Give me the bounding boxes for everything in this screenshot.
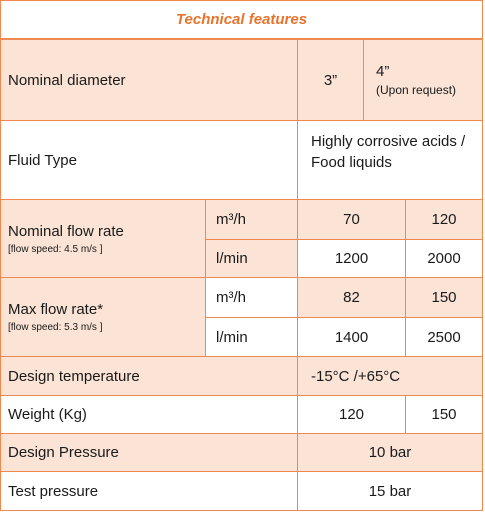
nominal-flow-unit-m3h: m³/h xyxy=(205,199,298,240)
max-flow-unit-m3h: m³/h xyxy=(205,277,298,318)
nominal-flow-lmin-3in: 1200 xyxy=(297,239,406,278)
design-temperature-label: Design temperature xyxy=(0,356,298,396)
nominal-diameter-label: Nominal diameter xyxy=(0,39,298,121)
max-flow-unit-lmin: l/min xyxy=(205,317,298,357)
table-title: Technical features xyxy=(0,0,483,39)
nominal-flow-lmin-4in: 2000 xyxy=(405,239,483,278)
max-flow-speed-note: [flow speed: 5.3 m/s ] xyxy=(8,322,103,333)
max-flow-rate-label: Max flow rate* xyxy=(8,301,104,318)
weight-4in: 150 xyxy=(405,395,483,434)
design-pressure-label: Design Pressure xyxy=(0,433,298,472)
weight-label: Weight (Kg) xyxy=(0,395,298,434)
nominal-flow-unit-lmin: l/min xyxy=(205,239,298,278)
max-flow-rate-label-cell xyxy=(0,277,206,357)
weight-3in: 120 xyxy=(297,395,406,434)
nominal-diameter-3in: 3” xyxy=(297,39,364,121)
max-flow-lmin-4in: 2500 xyxy=(405,317,483,357)
fluid-type-value: Highly corrosive acids / Food liquids xyxy=(297,120,483,200)
max-flow-m3h-3in: 82 xyxy=(297,277,406,318)
nominal-flow-m3h-3in: 70 xyxy=(297,199,406,240)
nominal-flow-rate-label-cell xyxy=(0,199,206,278)
nominal-flow-rate-label: Nominal flow rate xyxy=(8,222,124,240)
max-flow-m3h-4in: 150 xyxy=(405,277,483,318)
test-pressure-value: 15 bar xyxy=(297,471,483,511)
nominal-flow-speed-note: [flow speed: 4.5 m/s ] xyxy=(8,243,103,255)
fluid-type-label: Fluid Type xyxy=(0,120,298,200)
upon-request-note: (Upon request) xyxy=(376,83,457,97)
design-temperature-value: -15°C /+65°C xyxy=(297,356,483,396)
nominal-diameter-4in: 4” xyxy=(376,63,390,80)
max-flow-lmin-3in: 1400 xyxy=(297,317,406,357)
design-pressure-value: 10 bar xyxy=(297,433,483,472)
test-pressure-label: Test pressure xyxy=(0,471,298,511)
nominal-flow-m3h-4in: 120 xyxy=(405,199,483,240)
nominal-diameter-4in-cell xyxy=(363,39,483,121)
